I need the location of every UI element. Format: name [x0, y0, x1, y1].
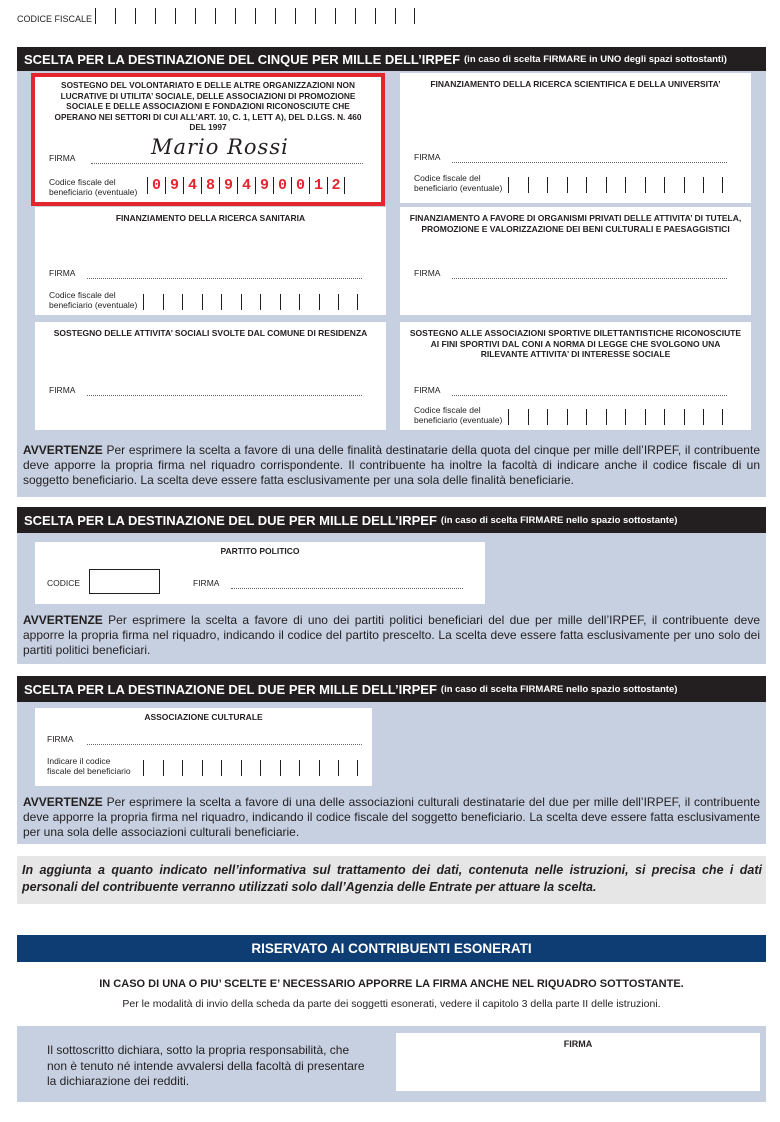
char-cell[interactable]: [299, 760, 319, 776]
signature: Mario Rossi: [151, 135, 289, 159]
char-cell[interactable]: [528, 409, 548, 425]
esonerati-firma-box[interactable]: [396, 1033, 760, 1091]
cf-beneficiario-cells[interactable]: [143, 760, 358, 776]
firma-line: [87, 744, 362, 745]
box-ricerca-scientifica-title: FINANZIAMENTO DELLA RICERCA SCIENTIFICA E DELLA UNIVERSITA’: [430, 79, 721, 89]
firma-label: FIRMA: [414, 268, 441, 278]
char-cell[interactable]: [241, 294, 261, 310]
esonerati-line2: Per le modalità di invio della scheda da parte dei soggetti esonerati, vedere il capitolo 3 della parte II delle istruzioni.: [122, 998, 661, 1010]
partito-box-title: PARTITO POLITICO: [220, 546, 300, 556]
cf-digit[interactable]: 4: [237, 177, 255, 194]
char-cell[interactable]: [221, 760, 241, 776]
char-cell[interactable]: [319, 294, 339, 310]
char-cell[interactable]: [664, 177, 684, 193]
firma-label: FIRMA: [193, 578, 220, 588]
codice-label: CODICE: [47, 578, 81, 588]
partito-subtitle: (in caso di scelta FIRMARE nello spazio sottostante): [440, 514, 678, 526]
char-cell[interactable]: [221, 294, 241, 310]
cf-digit[interactable]: 0: [273, 177, 291, 194]
cf-label-line2: beneficiario (eventuale): [49, 187, 138, 197]
codice-fiscale-label: CODICE FISCALE: [17, 14, 93, 24]
char-cell[interactable]: [260, 760, 280, 776]
firma-line: [87, 395, 362, 396]
cf-label-line2: beneficiario (eventuale): [414, 183, 503, 193]
cultura-header: [17, 676, 766, 702]
box-partito-politico[interactable]: [35, 542, 485, 604]
char-cell[interactable]: [235, 8, 255, 24]
char-cell[interactable]: [143, 760, 163, 776]
char-cell[interactable]: [299, 294, 319, 310]
cf-digit[interactable]: 4: [183, 177, 201, 194]
firma-line: [231, 588, 463, 589]
char-cell[interactable]: [508, 177, 528, 193]
warning-text: Per esprimere la scelta a favore di una delle finalità destinatarie della quota del cinque per mille dell’IRPEF, il contribuente deve apporre la propria firma nel riquadro corrispondente. Il contribuente ha inoltre la facoltà di indicare anche il codice fiscale di un soggetto beneficiario. La scelta deve essere fatta esclusivamente per una sola delle finalità beneficiarie.: [23, 443, 760, 487]
char-cell[interactable]: [567, 177, 587, 193]
firma-line: [452, 395, 727, 396]
cultura-subtitle: (in caso di scelta FIRMARE nello spazio sottostante): [440, 683, 678, 695]
firma-label: FIRMA: [47, 734, 74, 744]
box-comune-residenza-title: SOSTEGNO DELLE ATTIVITA’ SOCIALI SVOLTE DAL COMUNE DI RESIDENZA: [53, 328, 368, 338]
char-cell[interactable]: [155, 8, 175, 24]
cultura-warning: [23, 795, 760, 840]
char-cell[interactable]: [182, 294, 202, 310]
char-cell[interactable]: [508, 409, 528, 425]
firma-line: [87, 278, 362, 279]
char-cell[interactable]: [338, 294, 358, 310]
warning-label: AVVERTENZE: [23, 613, 103, 627]
box-volontariato-title: SOSTEGNO DEL VOLONTARIATO E DELLE ALTRE ORGANIZZAZIONI NON LUCRATIVE DI UTILITA’ SOCIALE, DELLE ASSOCIAZIONI DI PROMOZIONE SOCIALE E DELLE ASSOCIAZIONI E FONDAZIONI RICONOSCIUTE CHE OPERANO NEI SETTORI DI CUI ALL’ART. 10, C. 1, LETT A), DEL D.LGS. N. 460 DEL 1997: [54, 80, 362, 132]
firma-label: FIRMA: [49, 385, 76, 395]
char-cell[interactable]: [606, 409, 626, 425]
char-cell[interactable]: [163, 760, 183, 776]
cf-digit[interactable]: 0: [291, 177, 309, 194]
box-ricerca-scientifica[interactable]: [400, 73, 751, 203]
firma-line: [91, 163, 363, 164]
char-cell[interactable]: [295, 8, 315, 24]
cf-beneficiario-cells[interactable]: [143, 294, 358, 310]
cf-beneficiario-cells[interactable]: [508, 409, 723, 425]
char-cell[interactable]: [280, 760, 300, 776]
cf-label-line2: beneficiario (eventuale): [414, 415, 503, 425]
cultura-box-title: ASSOCIAZIONE CULTURALE: [144, 712, 263, 722]
cf-beneficiario-cells[interactable]: [508, 177, 723, 193]
cf-digit[interactable]: 9: [165, 177, 183, 194]
firma-label: FIRMA: [414, 152, 441, 162]
firma-line: [452, 162, 727, 163]
char-cell[interactable]: [241, 760, 261, 776]
char-cell[interactable]: [202, 760, 222, 776]
cf-label-line2: beneficiario (eventuale): [49, 300, 138, 310]
char-cell[interactable]: [202, 294, 222, 310]
char-cell[interactable]: [255, 8, 275, 24]
char-cell[interactable]: [115, 8, 135, 24]
privacy-note: In aggiunta a quanto indicato nell’informativa sul trattamento dei dati, contenuta nelle istruzioni, si precisa che i dati personali del contribuente verranno utilizzati solo dall’Agenzia delle Entrate per attuare la scelta.: [22, 863, 762, 894]
char-cell[interactable]: [684, 409, 704, 425]
char-cell[interactable]: [315, 8, 335, 24]
cf-digit[interactable]: 9: [219, 177, 237, 194]
char-cell[interactable]: [182, 760, 202, 776]
partito-title: SCELTA PER LA DESTINAZIONE DEL DUE PER MILLE DELL’IRPEF: [24, 512, 437, 528]
char-cell[interactable]: [280, 294, 300, 310]
char-cell[interactable]: [195, 8, 215, 24]
char-cell[interactable]: [703, 409, 723, 425]
char-cell[interactable]: [645, 409, 665, 425]
firma-label: FIRMA: [414, 385, 441, 395]
char-cell[interactable]: [275, 8, 295, 24]
esonerati-firma-label: FIRMA: [563, 1039, 593, 1049]
char-cell[interactable]: [215, 8, 235, 24]
char-cell[interactable]: [703, 177, 723, 193]
codice-partito-input[interactable]: [89, 569, 160, 594]
box-associazioni-sportive-title: SOSTEGNO ALLE ASSOCIAZIONI SPORTIVE DILETTANTISTICHE RICONOSCIUTE AI FINI SPORTIVI DAL CONI A NORMA DI LEGGE CHE SVOLGONO UNA RILEVANTE ATTIVITA’ DI INTERESSE SOCIALE: [409, 328, 742, 359]
char-cell[interactable]: [547, 409, 567, 425]
box-ricerca-sanitaria[interactable]: [35, 207, 386, 315]
cinque-header: [17, 47, 766, 71]
char-cell[interactable]: [606, 177, 626, 193]
char-cell[interactable]: [625, 177, 645, 193]
char-cell[interactable]: [586, 177, 606, 193]
char-cell[interactable]: [375, 8, 395, 24]
cf-digit[interactable]: 2: [327, 177, 345, 194]
esonerati-header: [17, 935, 766, 962]
cf-label-line2: fiscale del beneficiario: [47, 766, 131, 776]
char-cell[interactable]: [338, 760, 358, 776]
cf-label-line1: Codice fiscale del: [49, 290, 116, 300]
cf-digit[interactable]: 8: [201, 177, 219, 194]
cf-label-line1: Codice fiscale del: [414, 405, 481, 415]
char-cell[interactable]: [260, 294, 280, 310]
char-cell[interactable]: [175, 8, 195, 24]
cultura-title: SCELTA PER LA DESTINAZIONE DEL DUE PER MILLE DELL’IRPEF: [24, 681, 437, 697]
esonerati-declaration: Il sottoscritto dichiara, sotto la propria responsabilità, che non è tenuto né intende avvalersi della facoltà di presentare la dichiarazione dei redditi.: [47, 1043, 365, 1088]
warning-label: AVVERTENZE: [23, 443, 103, 457]
codice-fiscale-top: [17, 8, 417, 28]
box-beni-culturali[interactable]: [400, 207, 751, 315]
cinque-warning: [23, 443, 760, 488]
char-cell[interactable]: [395, 8, 415, 24]
warning-label: AVVERTENZE: [23, 795, 103, 809]
char-cell[interactable]: [319, 760, 339, 776]
box-associazione-culturale[interactable]: [35, 708, 372, 786]
cinque-title: SCELTA PER LA DESTINAZIONE DEL CINQUE PER MILLE DELL’IRPEF: [24, 51, 461, 67]
char-cell[interactable]: [664, 409, 684, 425]
cf-digit[interactable]: 9: [255, 177, 273, 194]
char-cell[interactable]: [335, 8, 355, 24]
partito-header: [17, 507, 766, 533]
char-cell[interactable]: [95, 8, 115, 24]
char-cell[interactable]: [567, 409, 587, 425]
cf-beneficiario-filled[interactable]: [147, 177, 345, 194]
firma-label: FIRMA: [49, 153, 76, 163]
esonerati-line1: IN CASO DI UNA O PIU’ SCELTE E’ NECESSARIO APPORRE LA FIRMA ANCHE NEL RIQUADRO SOTTOSTANTE.: [99, 978, 684, 990]
char-cell[interactable]: [625, 409, 645, 425]
box-comune-residenza[interactable]: [35, 322, 386, 430]
privacy-note-box: [17, 856, 766, 904]
char-cell[interactable]: [143, 294, 163, 310]
cf-digit[interactable]: 1: [309, 177, 327, 194]
cf-label-line1: Codice fiscale del: [414, 173, 481, 183]
box-associazioni-sportive[interactable]: [400, 322, 751, 430]
char-cell[interactable]: [586, 409, 606, 425]
cf-digit[interactable]: 0: [147, 177, 165, 194]
firma-label: FIRMA: [49, 268, 76, 278]
char-cell[interactable]: [547, 177, 567, 193]
warning-text: Per esprimere la scelta a favore di una delle associazioni culturali destinatarie del due per mille dell’IRPEF, il contribuente deve apporre la propria firma nel riquadro, indicando il codice fiscale del soggetto beneficiario. La scelta deve essere fatta esclusivamente per una sola delle associazioni culturali beneficiarie.: [23, 795, 760, 839]
firma-line: [452, 278, 727, 279]
char-cell[interactable]: [135, 8, 155, 24]
cinque-subtitle: (in caso di scelta FIRMARE in UNO degli spazi sottostanti): [464, 53, 727, 65]
partito-warning: [23, 613, 760, 658]
box-beni-culturali-title: FINANZIAMENTO A FAVORE DI ORGANISMI PRIVATI DELLE ATTIVITA’ DI TUTELA, PROMOZIONE E VALORIZZAZIONE DEI BENI CULTURALI E PAESAGGISTICI: [409, 213, 742, 234]
cf-label-line1: Indicare il codice: [47, 756, 111, 766]
warning-text: Per esprimere la scelta a favore di uno dei partiti politici beneficiari del due per mille dell’IRPEF, il contribuente deve apporre la propria firma nel riquadro, indicando il codice del partito prescelto. La scelta deve essere fatta esclusivamente per uno solo dei partiti politici beneficiari.: [23, 613, 760, 657]
char-cell[interactable]: [528, 177, 548, 193]
char-cell[interactable]: [684, 177, 704, 193]
cf-label-line1: Codice fiscale del: [49, 177, 116, 187]
esonerati-title: RISERVATO AI CONTRIBUENTI ESONERATI: [251, 941, 532, 956]
char-cell[interactable]: [645, 177, 665, 193]
box-ricerca-sanitaria-title: FINANZIAMENTO DELLA RICERCA SANITARIA: [115, 213, 306, 223]
box-volontariato[interactable]: [31, 73, 385, 206]
codice-fiscale-cells[interactable]: [95, 8, 415, 24]
char-cell[interactable]: [163, 294, 183, 310]
char-cell[interactable]: [355, 8, 375, 24]
